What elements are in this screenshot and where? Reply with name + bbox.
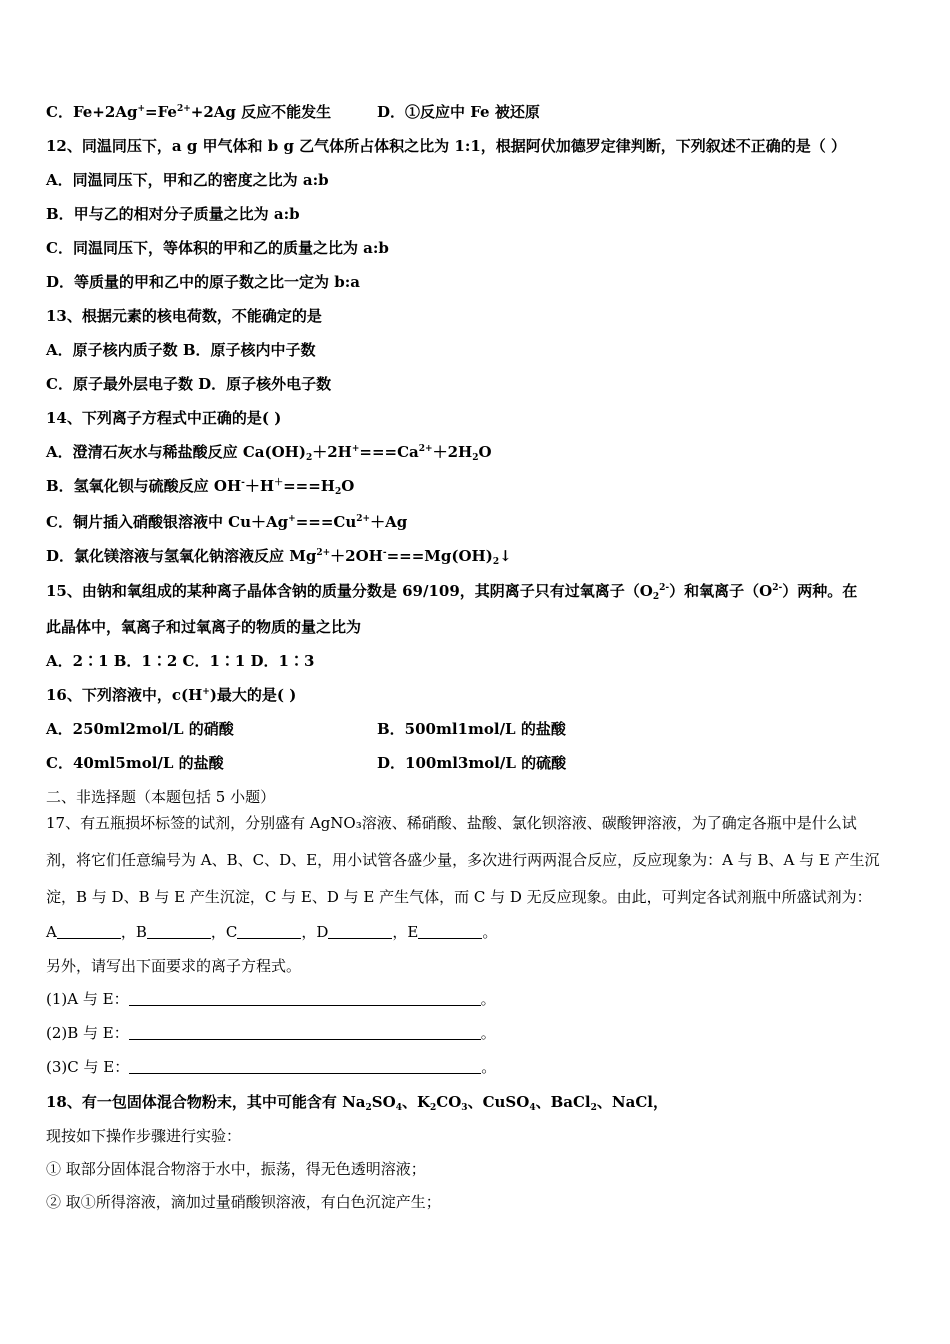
q14-option-c: C．铜片插入硝酸银溶液中 $Cu+Ag^+===Cu^{2+}+Ag$: [46, 513, 408, 531]
q16-options-row2: [46, 753, 567, 773]
equation-blank-2[interactable]: [129, 1025, 481, 1040]
q18-stem: 18、有一包固体混合物粉末，其中可能含有 $Na_2SO_4$、$K_2CO_3$、CuSO$_4$、BaCl$_2$、NaCl，: [46, 1093, 668, 1113]
q14-stem: 14、下列离子方程式中正确的是( ): [46, 409, 282, 427]
q13-options-row1: A．原子核内质子数 B．原子核内中子数: [46, 341, 316, 359]
q11-option-c: C．$Fe+2Ag^+=Fe^{2+}+2Ag$ 反应不能发生: [46, 103, 332, 121]
q17-equation-3: (3)C 与 E： 。: [46, 1058, 497, 1076]
q17-equation-1: (1)A 与 E： 。: [46, 990, 496, 1008]
q17-answer-blanks: A ，B ，C ，D ，E 。: [46, 923, 498, 941]
answer-blank-d[interactable]: [328, 924, 392, 939]
q12-option-c: C．同温同压下，等体积的甲和乙的质量之比为 a:b: [46, 239, 389, 257]
equation-blank-3[interactable]: [129, 1059, 481, 1074]
q12-stem: 12、同温同压下，a g 甲气体和 b g 乙气体所占体积之比为 1:1，根据阿伏加德罗定律判断，下列叙述不正确的是（ ）: [46, 137, 847, 155]
answer-blank-a[interactable]: [57, 924, 121, 939]
answer-blank-e[interactable]: [418, 924, 482, 939]
q16-option-d: D．100ml3mol/L 的硫酸: [377, 754, 567, 772]
q13-stem: 13、根据元素的核电荷数，不能确定的是: [46, 307, 322, 325]
q12-option-b: B．甲与乙的相对分子质量之比为 a:b: [46, 205, 300, 223]
q14-option-d: D．氯化镁溶液与氢氧化钠溶液反应 $Mg^{2+}+2OH^-===Mg(OH)_2↓$: [46, 547, 512, 567]
q17-stem-line2: 剂，将它们任意编号为 A、B、C、D、E，用小试管各盛少量，多次进行两两混合反应，反应现象为：A 与 B、A 与 E 产生沉: [46, 851, 880, 869]
section-heading: 二、非选择题（本题包括 5 小题）: [46, 788, 276, 806]
q17-stem-line3: 淀，B 与 D、B 与 E 产生沉淀，C 与 E、D 与 E 产生气体，而 C 与 D 无反应现象。由此，可判定各试剂瓶中所盛试剂为：: [46, 888, 872, 906]
q15-options: A．2∶1 B．1∶2 C．1∶1 D．1∶3: [46, 652, 315, 670]
q16-options-row1: [46, 719, 566, 739]
q17-stem-line1: 17、有五瓶损坏标签的试剂，分别盛有 AgNO₃溶液、稀硝酸、盐酸、氯化钡溶液、碳酸钾溶液，为了确定各瓶中是什么试: [46, 814, 857, 832]
q16-option-a: A．250ml2mol/L 的硝酸: [46, 720, 234, 738]
q12-option-d: D．等质量的甲和乙中的原子数之比一定为 b:a: [46, 273, 360, 291]
q11-options-row: [46, 102, 540, 122]
q14-option-a: A．澄清石灰水与稀盐酸反应 $Ca(OH)_2+2H^+===Ca^{2+}+2H_2O$: [46, 443, 492, 463]
q16-option-c: C．40ml5mol/L 的盐酸: [46, 754, 224, 772]
q14-option-b: B．氢氧化钡与硫酸反应 $OH^-+H^+===H_2O$: [46, 477, 355, 497]
q11-option-d: D．①反应中 Fe 被还原: [377, 103, 540, 121]
q15-stem-continued: 此晶体中，氧离子和过氧离子的物质的量之比为: [46, 618, 362, 636]
q17-equation-2: (2)B 与 E： 。: [46, 1024, 496, 1042]
q16-stem: 16、下列溶液中，c(H+)最大的是( ): [46, 686, 297, 704]
equation-blank-1[interactable]: [129, 991, 481, 1006]
q18-step-2: ② 取①所得溶液，滴加过量硝酸钡溶液，有白色沉淀产生；: [46, 1193, 441, 1211]
q15-stem: 15、由钠和氧组成的某种离子晶体含钠的质量分数是 69/109，其阴离子只有过氧离子$(O_2^{2-})$和氧离子$(O^{2-})$两种。在: [46, 582, 858, 602]
q16-option-b: B．500ml1mol/L 的盐酸: [377, 720, 566, 738]
q18-instruction: 现按如下操作步骤进行实验：: [46, 1127, 242, 1145]
answer-blank-c[interactable]: [237, 924, 301, 939]
answer-blank-b[interactable]: [147, 924, 211, 939]
q13-options-row2: C．原子最外层电子数 D．原子核外电子数: [46, 375, 332, 393]
q18-step-1: ① 取部分固体混合物溶于水中，振荡，得无色透明溶液；: [46, 1160, 426, 1178]
q17-instruction: 另外，请写出下面要求的离子方程式。: [46, 957, 302, 975]
q12-option-a: A．同温同压下，甲和乙的密度之比为 a:b: [46, 171, 329, 189]
